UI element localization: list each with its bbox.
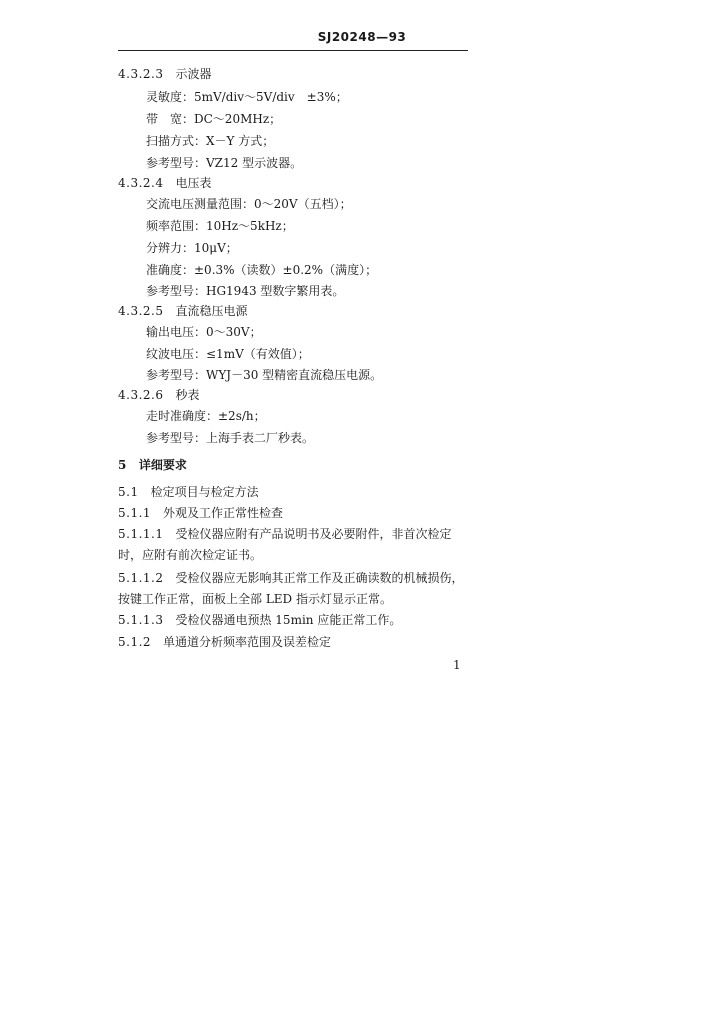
spec-line: 输出电压：0～30V； <box>146 325 262 339</box>
clause-number: 5.1.1.3 <box>118 613 164 627</box>
clause-number: 4.3.2.3 <box>118 67 164 81</box>
clause-number: 5.1.2 <box>118 635 152 649</box>
spec-line: 准确度：±0.3%（读数）±0.2%（满度）； <box>146 263 378 277</box>
chapter-number: 5 <box>118 458 127 472</box>
spec-line: 频率范围：10Hz～5kHz； <box>146 219 294 233</box>
chapter-heading <box>118 457 187 473</box>
spec-line: 参考型号：VZ12 型示波器。 <box>146 156 303 170</box>
clause-title: 示波器 <box>175 67 212 81</box>
spec-line: 走时准确度：±2s/h； <box>146 409 266 423</box>
clause-number: 4.3.2.6 <box>118 388 164 402</box>
spec-line: 纹波电压：≤1mV（有效值）； <box>146 347 310 361</box>
clause-text: 受检仪器应无影响其正常工作及正确读数的机械损伤， <box>175 571 464 585</box>
spec-line: 分辨力：10μV； <box>146 241 238 255</box>
clause-title: 检定项目与检定方法 <box>150 485 259 499</box>
paragraph-continuation: 按键工作正常，面板上全部 LED 指示灯显示正常。 <box>118 592 392 606</box>
spec-line: 带 宽：DC～20MHz； <box>146 112 282 126</box>
clause-number: 5.1.1 <box>118 506 152 520</box>
clause-title: 外观及工作正常性检查 <box>163 506 284 520</box>
clause-paragraph <box>118 570 464 586</box>
clause-title: 直流稳压电源 <box>175 304 248 318</box>
page-number: 1 <box>453 658 461 672</box>
clause-title: 秒表 <box>175 388 200 402</box>
clause-title: 单通道分析频率范围及误差检定 <box>163 635 332 649</box>
spec-line: 参考型号：WYJ－30 型精密直流稳压电源。 <box>146 368 383 382</box>
clause-heading <box>118 66 212 82</box>
spec-line: 参考型号：HG1943 型数字繁用表。 <box>146 284 345 298</box>
clause-text: 受检仪器通电预热 15min 应能正常工作。 <box>175 613 402 627</box>
spec-line: 灵敏度：5mV/div～5V/div ±3%； <box>146 90 348 104</box>
clause-heading <box>118 505 283 521</box>
clause-text: 受检仪器应附有产品说明书及必要附件，非首次检定 <box>175 527 452 541</box>
clause-number: 5.1 <box>118 485 139 499</box>
spec-line: 扫描方式：X－Y 方式； <box>146 134 275 148</box>
clause-heading <box>118 303 248 319</box>
clause-paragraph <box>118 612 401 628</box>
clause-title: 电压表 <box>175 176 212 190</box>
chapter-title: 详细要求 <box>138 458 187 472</box>
header-rule <box>118 50 468 51</box>
clause-heading <box>118 175 212 191</box>
spec-line: 交流电压测量范围：0～20V（五档）； <box>146 197 352 211</box>
clause-heading <box>118 484 259 500</box>
clause-number: 4.3.2.5 <box>118 304 164 318</box>
spec-line: 参考型号：上海手表二厂秒表。 <box>146 431 315 445</box>
clause-heading <box>118 387 200 403</box>
paragraph-continuation: 时，应附有前次检定证书。 <box>118 548 263 562</box>
clause-number: 5.1.1.1 <box>118 527 164 541</box>
clause-paragraph <box>118 526 452 542</box>
clause-heading <box>118 634 331 650</box>
clause-number: 4.3.2.4 <box>118 176 164 190</box>
clause-number: 5.1.1.2 <box>118 571 164 585</box>
page-header: SJ20248—93 <box>317 30 407 44</box>
